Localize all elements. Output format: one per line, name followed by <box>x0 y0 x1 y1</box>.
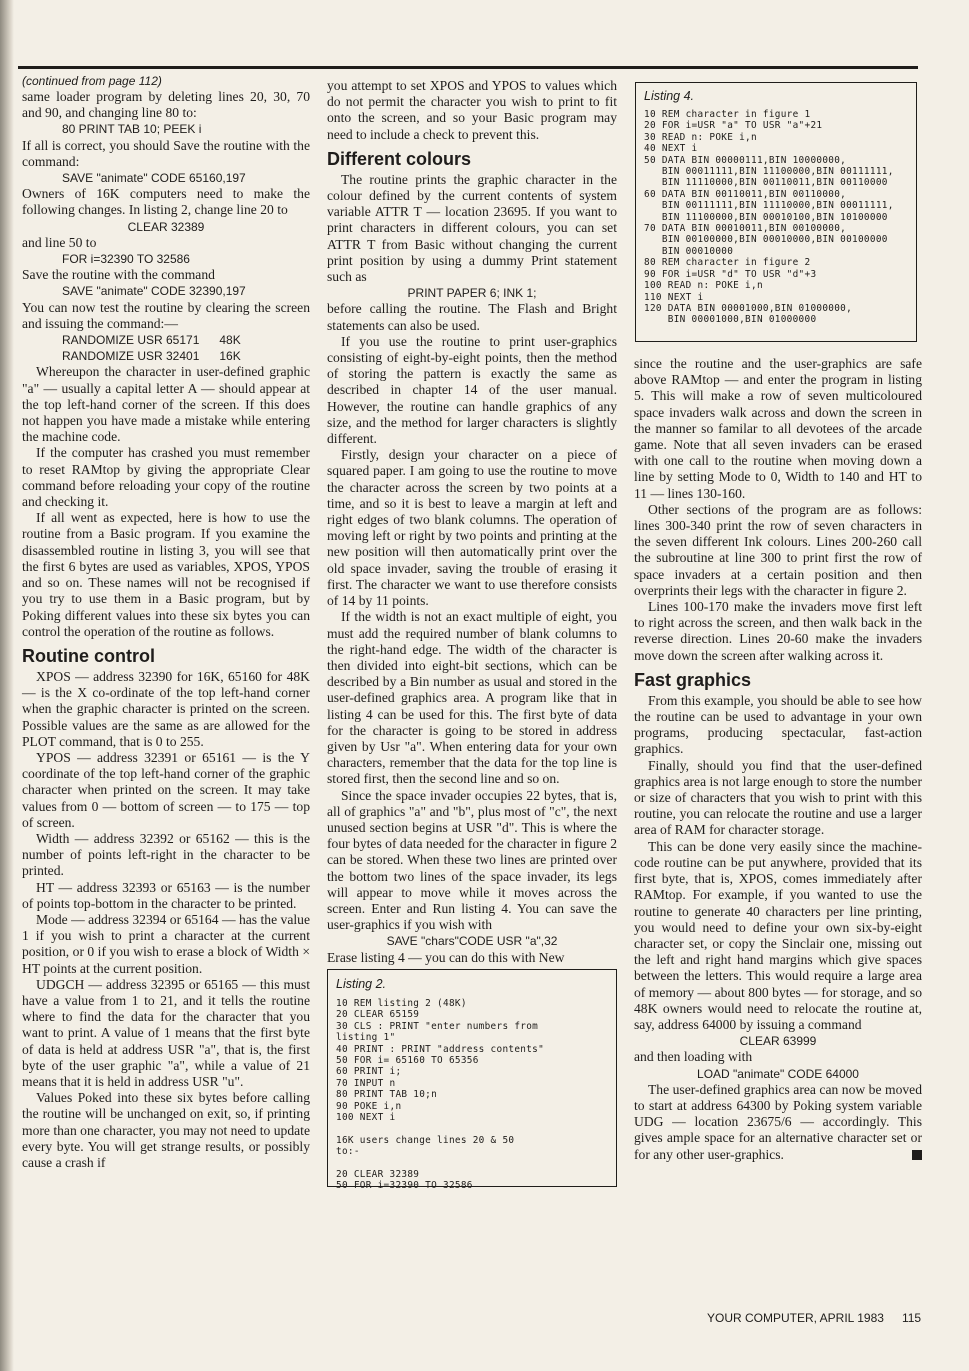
column-3 <box>634 356 922 1163</box>
paragraph: Save the routine with the command <box>22 267 215 283</box>
code-line: 80 PRINT TAB 10; PEEK i <box>62 122 202 137</box>
listing-line: 50 FOR i=32390 TO 32586 <box>336 1180 473 1192</box>
listing-2-box <box>327 969 617 1192</box>
paragraph: and then loading with <box>634 1049 753 1065</box>
listing-line: 20 CLEAR 65159 <box>336 1009 420 1021</box>
listing-line: 100 READ n: POKE i,n <box>644 280 763 292</box>
listing-line: to:- <box>336 1146 360 1158</box>
paragraph: Owners of 16K computers need to make the following changes. In listing 2, change line 20 to <box>22 186 310 218</box>
paragraph: Erase listing 4 — you can do this with New <box>327 949 565 965</box>
listing-line: BIN 00111111,BIN 11110000,BIN 00011111, <box>644 200 894 212</box>
paragraph: The routine prints the graphic character in the colour defined by the current contents of system variable ATTR T — location 23695. If you want to print characters in different colours, you can set ATTR T from Basic without changing the current print position by using a dummy Print statement such as <box>327 171 617 285</box>
listing-line: 10 REM character in figure 1 <box>644 109 811 120</box>
code-line: RANDOMIZE USR 65171 48K <box>62 333 241 348</box>
listing-line: 60 DATA BIN 00110011,BIN 00110000, <box>644 188 847 200</box>
listing-line: 50 DATA BIN 00000111,BIN 10000000, <box>644 154 847 166</box>
listing-line <box>336 1123 608 1134</box>
paragraph: XPOS — address 32390 for 16K, 65160 for 48K — is the X co-ordinate of the top left-hand corner when the graphic character is printed on the screen. Possible values are the same as are allowed for the PLOT command, that is 0 to 255. <box>22 668 310 749</box>
listing-line: 70 DATA BIN 00010011,BIN 00100000, <box>644 223 847 235</box>
paragraph-text: The user-defined graphics area can now be moved to start at address 64300 by Poking system variable UDG — location 23675/6 — accordingly. This gives ample space for an alternative character set or for any other user-graphics. <box>634 1081 922 1162</box>
paragraph: If all is correct, you should Save the routine with the command: <box>22 137 310 169</box>
listing-line: 110 NEXT i <box>644 291 704 303</box>
code-line: CLEAR 32389 <box>127 219 205 234</box>
listing-line: listing 1" <box>336 1032 396 1044</box>
code-line: SAVE "animate" CODE 65160,197 <box>62 171 246 186</box>
paragraph: This can be done very easily since the machine-code routine can be put anywhere, provided that its first byte, that is, XPOS, comes immediately after RAMtop. For example, if you wanted to use the routine to generate 40 characters per line printing, you would need to define your own six-by-eight character set, or copy the Sinclair one, missing out the left and right hand margins which give spaces between the letters. This would require a large area of memory — about 800 bytes — for storage, and so 48K owners would need to relocate the routine at, say, address 64000 by issuing a command <box>634 838 922 1032</box>
magazine-issue: YOUR COMPUTER, APRIL 1983 <box>707 1311 884 1325</box>
listing-line: 16K users change lines 20 & 50 <box>336 1134 515 1146</box>
paragraph: you attempt to set XPOS and YPOS to values which do not permit the character you wish to print to fit onto the screen, and so your Basic program may need to include a check to prevent this. <box>327 78 617 142</box>
paragraph: YPOS — address 32391 or 65161 — is the Y coordinate of the top left-hand corner of the graphic character when printed on the screen. It may take values from 0 — bottom of screen — to 175 — top of screen. <box>22 749 310 830</box>
section-heading: Different colours <box>327 148 472 169</box>
end-of-article-mark <box>912 1150 922 1160</box>
paragraph: Whereupon the character in user-defined graphic "a" — usually a capital letter A — should appear at the top left-hand corner of the screen. If this does not happen you have made a mistake while entering the machine code. <box>22 364 310 445</box>
listing-line: 100 NEXT i <box>336 1112 396 1124</box>
paragraph: Values Poked into these six bytes before calling the routine will be unchanged on exit, so, if printing more than one character, you may not need to update every byte. You will get strange results, or possibly cause a crash if <box>22 1090 310 1170</box>
listing-line: BIN 11100000,BIN 00010100,BIN 10100000 <box>644 211 888 223</box>
paragraph: If all went as expected, here is how to use the routine from a Basic program. If you examine the disassembled routine in listing 3, you will see that the first 6 bytes are used as variables, XPOS, YPOS and so on. These names will not be recognised if you try to use them in a Basic program, but by Poking different values into these six bytes you can control the operation of the routine as follows. <box>22 510 310 639</box>
listing-line: 80 PRINT TAB 10;n <box>336 1089 438 1101</box>
listing-line: 60 PRINT i; <box>336 1066 402 1078</box>
listing-line: 40 NEXT i <box>644 143 698 155</box>
code-line: FOR i=32390 TO 32586 <box>62 252 190 267</box>
page-edge-shadow <box>0 0 14 1371</box>
listing-line: BIN 00001000,BIN 01000000 <box>644 314 817 326</box>
paragraph: before calling the routine. The Flash and Bright statements can also be used. <box>327 301 617 333</box>
listing-lines <box>644 109 908 326</box>
listing-line: 20 CLEAR 32389 <box>336 1169 420 1181</box>
paragraph: UDGCH — address 32395 or 65165 — this must have a value from 1 to 21, and it tells the routine where to find the data for the character that you want to print. A value of 1 means that the first byte of data is held at address USR "a", that is, the first byte of the user graphic "a", while a value of 21 means that it is held in address USR "u". <box>22 976 310 1089</box>
paragraph: Other sections of the program are as follows: lines 300-340 print the row of seven characters in the seven different Ink colours. Lines 200-260 call the subroutine at line 300 to print first the row of space invaders at a certain position and then overprints their legs with the character in figure 2. <box>634 501 922 598</box>
paragraph: same loader program by deleting lines 20, 30, 70 and 90, and changing line 80 to: <box>22 89 310 121</box>
paragraph: Lines 100-170 make the invaders move first left to right across the screen, and then walk back in the reverse direction. Lines 20-60 make the invaders move down the screen after walking across it. <box>634 599 922 663</box>
page-footer <box>707 1311 927 1325</box>
section-heading: Fast graphics <box>634 669 752 690</box>
code-line: SAVE "chars"CODE USR "a",32 <box>386 934 558 949</box>
listing-line: BIN 00100000,BIN 00010000,BIN 00100000 <box>644 234 888 246</box>
section-heading: Routine control <box>22 645 155 666</box>
code-line: PRINT PAPER 6; INK 1; <box>407 286 537 301</box>
listing-line: BIN 00011111,BIN 11100000,BIN 00111111, <box>644 166 894 178</box>
paragraph: HT — address 32393 or 65163 — is the number of points top-bottom in the character to be printed. <box>22 879 310 911</box>
listing-line: 50 FOR i= 65160 TO 65356 <box>336 1055 479 1066</box>
paragraph: You can now test the routine by clearing the screen and issuing the command:— <box>22 299 310 331</box>
listing-line: 90 FOR i=USR "d" TO USR "d"+3 <box>644 268 817 280</box>
paragraph <box>634 1082 922 1163</box>
paragraph: If the computer has crashed you must remember to reset RAMtop by giving the appropriate Clear command before reloading your copy of the routine and checking it. <box>22 445 310 510</box>
code-line: LOAD "animate" CODE 64000 <box>697 1066 859 1081</box>
listing-line: 20 FOR i=USR "a" TO USR "a"+21 <box>644 120 823 132</box>
listing-line: 120 DATA BIN 00001000,BIN 01000000, <box>644 302 853 314</box>
paragraph: If the width is not an exact multiple of eight, you must add the required number of blank columns to the right-hand edge. The width of the character is then divided into eight-bit sections, which can be described by a Bin number as usual and stored in the user-defined graphics area. A program like that in listing 4 can be used for this. The first byte of data for the character is going to be stored in address given by Usr "a". When entering data for your own characters, remember that the data for the top line is stored first, then the second line and so on. <box>327 609 617 787</box>
listing-line: 30 CLS : PRINT "enter numbers from <box>336 1020 539 1032</box>
continued-note: (continued from page 112) <box>22 74 162 88</box>
paragraph: Firstly, design your character on a piece of squared paper. I am going to use the routine to move the character across the screen by two points at a time, and so it is best to leave a margin at left and right edges of two blank columns. The operation of moving left or right by two points and printing at the new position will then automatically print over the old space invader, saving the trouble of erasing it first. The character we want to use therefore consists of 14 by 11 points. <box>327 447 617 609</box>
paragraph: since the routine and the user-graphics are safe above RAMtop — and enter the program in listing 5. This will make a row of seven multicoloured space invaders walk across and down the screen in the manner so familar to all devotees of the arcade game. Note that all seven invaders can be erased with one call to the routine when moving down a line by setting Mode to 0, Width to 140 and HT to 11 — lines 130-160. <box>634 356 922 501</box>
listing-line <box>336 1158 608 1169</box>
paragraph: If you use the routine to print user-graphics consisting of eight-by-eight points, then the method of storing the pattern is exactly the same as described in chapter 14 of the user manual. However, the routine can handle graphics of any size, and the method for larger characters is slightly different. <box>327 333 617 447</box>
paragraph: Finally, should you find that the user-defined graphics area is not large enough to store the number or size of characters that you wish to print with this routine, you can relocate the routine and use a larger area of RAM for character storage. <box>634 757 922 838</box>
column-2 <box>327 78 617 1192</box>
listing-line: 30 READ n: POKE i,n <box>644 131 757 143</box>
listing-4-box <box>635 82 917 342</box>
listing-line: BIN 11110000,BIN 00110011,BIN 00110000 <box>644 177 888 189</box>
paragraph: Mode — address 32394 or 65164 — has the value 1 if you wish to print a character at the current position, or 0 if you wish to erase a block of Width × HT points at the current position. <box>22 911 310 976</box>
code-line: CLEAR 63999 <box>739 1034 817 1049</box>
code-line: SAVE "animate" CODE 32390,197 <box>62 284 246 299</box>
listing-line: 10 REM listing 2 (48K) <box>336 997 467 1009</box>
listing-title: Listing 4. <box>644 89 695 103</box>
paragraph: From this example, you should be able to see how the routine can be used to advantage in your own programs, producing spectacular, fast-action graphics. <box>634 692 922 757</box>
listing-lines <box>336 998 608 1192</box>
code-line: RANDOMIZE USR 32401 16K <box>62 349 241 364</box>
listing-line: 40 PRINT : PRINT "address contents" <box>336 1043 545 1055</box>
listing-line: 70 INPUT n <box>336 1077 396 1089</box>
listing-line: 90 POKE i,n <box>336 1100 402 1112</box>
top-rule <box>18 66 918 69</box>
column-1 <box>22 74 310 1171</box>
listing-line: 80 REM character in figure 2 <box>644 257 811 269</box>
listing-line: BIN 00010000 <box>644 245 734 257</box>
listing-title: Listing 2. <box>336 976 387 991</box>
paragraph: Width — address 32392 or 65162 — this is the number of points left-right in the character to be printed. <box>22 830 310 879</box>
paragraph: and line 50 to <box>22 234 97 250</box>
paragraph: Since the space invader occupies 22 bytes, that is, all of graphics "a" and "b", plus most of "c", the next unused section begins at USR "d". This is where the four bytes of data needed for the character in figure 2 can be stored. When these two lines are printed over the bottom two lines of the space invader, its legs will appear to move while it moves across the screen. Enter and Run listing 4. You can save the user-graphics if you wish with <box>327 787 617 933</box>
page-number: 115 <box>901 1311 922 1325</box>
